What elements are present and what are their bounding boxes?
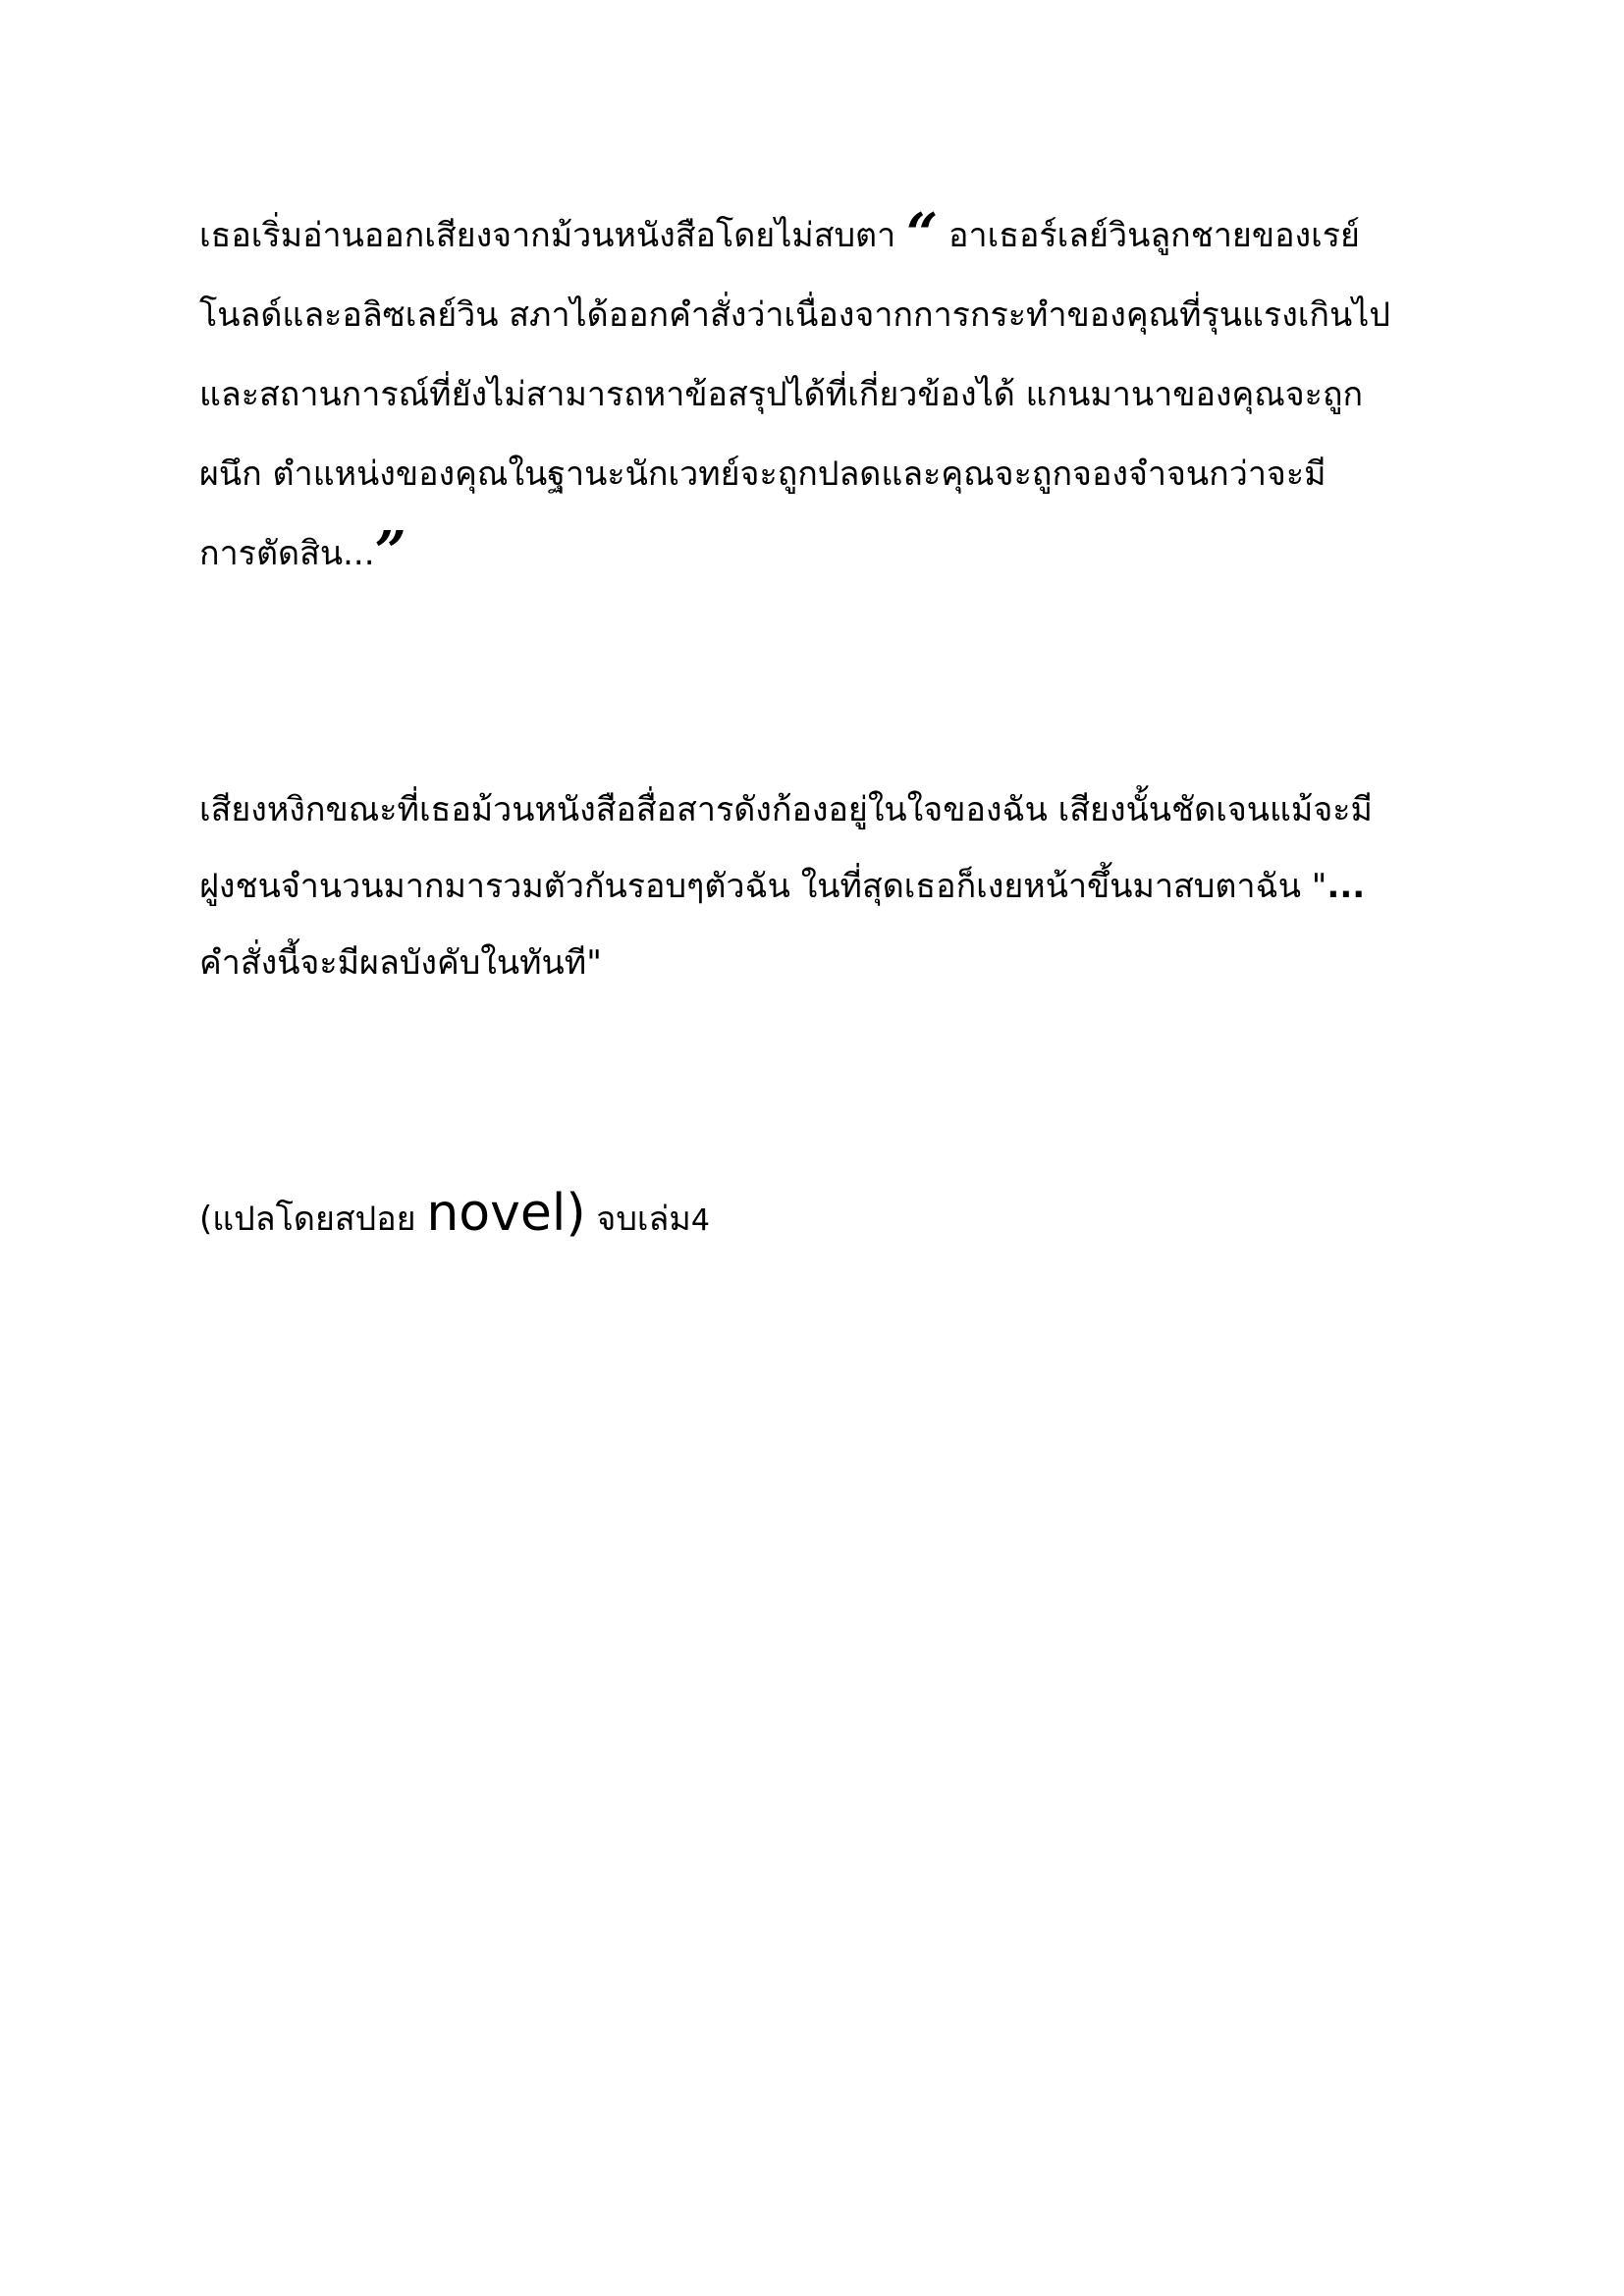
bold-ellipsis: ... (1326, 867, 1366, 906)
text-line: เสียงหงิกขณะที่เธอม้วนหนังสือสื่อสารดังก้องอยู่ในใจของฉัน เสียงนั้นชัดเจนแม้จะมี (199, 790, 1373, 829)
text-line (199, 1174, 1446, 1254)
credit-suffix: จบเล่ม (585, 1200, 691, 1239)
text-line: และสถานการณ์ที่ยังไม่สามารถหาข้อสรุปได้ที่เกี่ยวข้องได้ แกนมานาของคุณจะถูก (199, 375, 1364, 414)
text-line (199, 848, 1446, 925)
credit-novel-word: novel) (426, 1184, 586, 1243)
text-span: อาเธอร์เลย์วินลูกชายของเรย์ (938, 216, 1360, 255)
text-line: คำสั่งนี้จะมีผลบังคับในทันที" (199, 943, 602, 983)
close-quote-mark: ” (374, 519, 406, 584)
text-span: การตัดสิน... (199, 534, 375, 573)
paragraph-verdict-reading (199, 196, 1446, 594)
paragraph-scroll-rolled (199, 772, 1446, 1001)
text-span: ฝูงชนจำนวนมากมารวมตัวกันรอบๆตัวฉัน ในที่สุดเธอก็เงยหน้าขึ้นมาสบตาฉัน " (199, 867, 1327, 906)
text-line (199, 514, 1446, 594)
open-quote-mark: “ (906, 201, 939, 266)
text-line: ผนึก ตำแหน่งของคุณในฐานะนักเวทย์จะถูกปลดและคุณจะถูกจองจำจนกว่าจะมี (199, 454, 1326, 494)
credit-prefix: (แปลโดยสปอย (199, 1200, 427, 1239)
volume-number: 4 (690, 1203, 710, 1238)
text-line: โนลด์และอลิซเลย์วิน สภาได้ออกคำสั่งว่าเนื่องจากการกระทำของคุณที่รุนแรงเกินไป (199, 295, 1390, 335)
text-line (199, 196, 1446, 276)
translator-credit (199, 1174, 1446, 1254)
text-span: เธอเริ่มอ่านออกเสียงจากม้วนหนังสือโดยไม่สบตา (199, 216, 896, 255)
